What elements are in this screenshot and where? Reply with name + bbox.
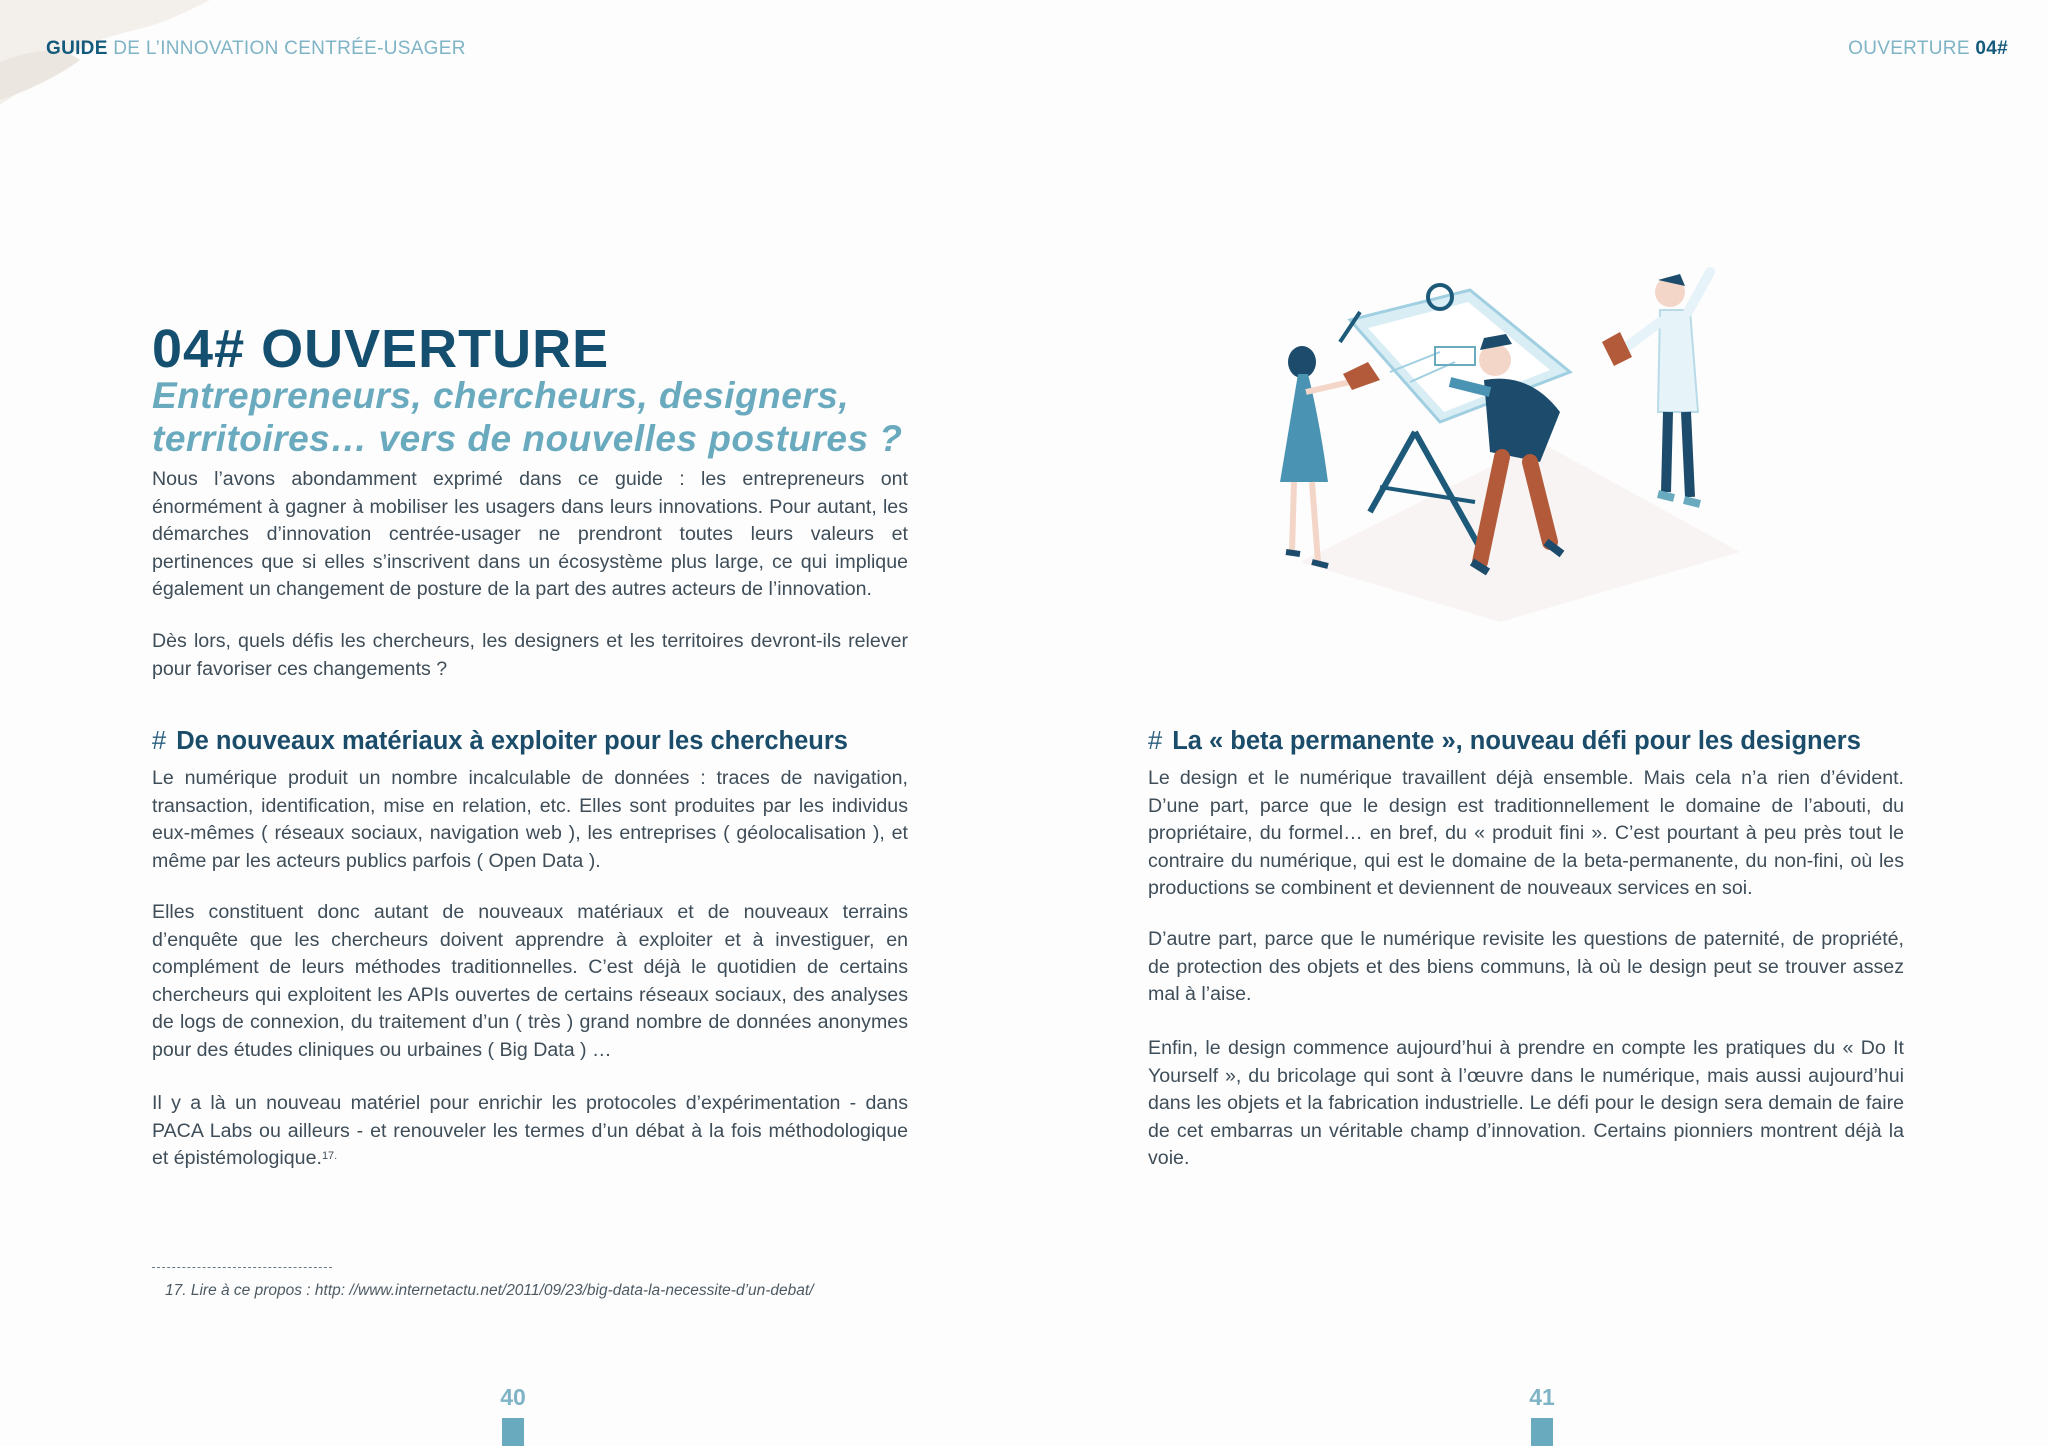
researchers-paragraph-1: Le numérique produit un nombre incalculable de données : traces de navigation, transaction, identification, mise en relation, etc. Elles sont produites par les individus eux-mêmes ( réseaux sociaux, navigation web ), les entreprises ( géolocalisation ), et même par les acteurs publics parfois ( Open Data ). [152, 767, 908, 872]
subtitle-line-2: territoires… vers de nouvelles postures ? [152, 418, 903, 459]
design-team-illustration [1240, 262, 1780, 622]
page-marker-bar-right [1531, 1418, 1553, 1446]
footnote-divider [152, 1267, 332, 1268]
running-header-right [1848, 38, 2008, 60]
scientist-figure-icon [1602, 272, 1710, 504]
intro-paragraph-2: Dès lors, quels défis les chercheurs, les designers et les territoires devront-ils relever pour favoriser ces changements ? [152, 630, 908, 680]
header-guide-rest: DE L’INNOVATION CENTRÉE-USAGER [113, 38, 466, 59]
header-section-label: OUVERTURE [1848, 38, 1970, 59]
designers-paragraph-3: Enfin, le design commence aujourd’hui à prendre en compte les pratiques du « Do It Yourself », du bricolage qui sont à l’œuvre dans le numérique, mais aussi aujourd’hui dans les objets et la fabrication industrielle. Le défi pour le design sera demain de faire de cet embarras un véritable champ d’innovation. Certains pionniers montrent déjà la voie. [1148, 1037, 1904, 1170]
hash-marker: # [1148, 727, 1163, 755]
page-title: 04# OUVERTURE [152, 319, 610, 379]
header-guide-label: GUIDE [46, 38, 108, 59]
footnote-text: 17. Lire à ce propos : http: //www.internetactu.net/2011/09/23/big-data-la-necessite-d’un-debat/ [165, 1282, 814, 1299]
section-heading-text: La « beta permanente », nouveau défi pour les designers [1172, 727, 1861, 755]
researchers-paragraph-3-text: Il y a là un nouveau matériel pour enrichir les protocoles d’expérimentation - dans PACA Labs ou ailleurs - et renouveler les termes d’un débat à la fois méthodologique et épistémologique. [152, 1092, 908, 1170]
header-section-number: 04# [1975, 38, 2008, 59]
researchers-paragraph-2: Elles constituent donc autant de nouveaux matériaux et de nouveaux terrains d’enquête que les chercheurs doivent apprendre à exploiter et à investiguer, en complément de leurs méthodes traditionnelles. C’est déjà le quotidien de certains chercheurs qui exploitent les APIs ouvertes de certains réseaux sociaux, des analyses de logs de connexion, du traitement d’un ( très ) grand nombre de données anonymes pour des études cliniques ou urbaines ( Big Data ) … [152, 901, 908, 1061]
section-heading-designers [1148, 727, 1861, 756]
designers-paragraph-1: Le design et le numérique travaillent déjà ensemble. Mais cela n’a rien d’évident. D’une part, parce que le design est traditionnellement le domaine de l’abouti, du propriétaire, du formel… en bref, du « produit fini ». C’est pourtant à peu près tout le contraire du numérique, qui est le domaine de la beta-permanente, du non-fini, où les productions se combinent et deviennent de nouveaux services en soi. [1148, 767, 1904, 900]
intro-paragraph-1: Nous l’avons abondamment exprimé dans ce guide : les entrepreneurs ont énormément à gagner à mobiliser les usagers dans leurs innovations. Pour autant, les démarches d’innovation centrée-usager ne prendront toutes leurs valeurs et pertinences que si elles s’inscrivent dans un écosystème plus large, ce qui implique également un changement de posture de la part des autres acteurs de l’innovation. [152, 468, 908, 601]
page-number-right: 41 [1529, 1384, 1555, 1410]
section-heading-researchers [152, 727, 848, 756]
hash-marker: # [152, 727, 167, 755]
section-heading-text: De nouveaux matériaux à exploiter pour les chercheurs [176, 727, 848, 755]
researchers-paragraph-3 [152, 1090, 908, 1173]
subtitle-line-1: Entrepreneurs, chercheurs, designers, [152, 375, 850, 416]
designers-paragraph-2: D’autre part, parce que le numérique revisite les questions de paternité, de propriété, de protection des objets et des biens communs, là où le design peut se trouver assez mal à l’aise. [1148, 928, 1904, 1006]
page-number-left: 40 [500, 1384, 526, 1410]
page-marker-bar-left [502, 1418, 524, 1446]
running-header-left [46, 38, 466, 60]
page-subtitle [152, 374, 972, 460]
footnote-reference: 17. [321, 1150, 338, 1163]
